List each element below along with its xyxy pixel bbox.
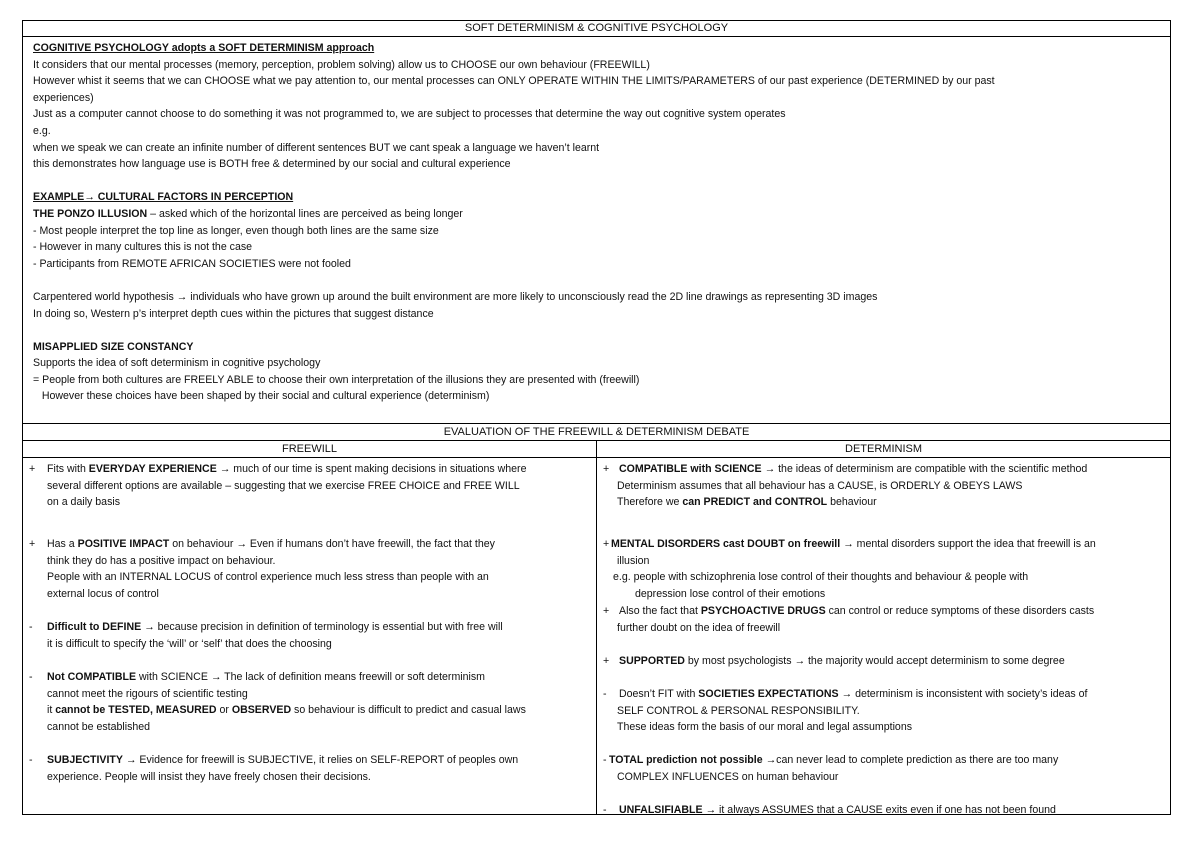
- item-line: [29, 461, 592, 478]
- bullet-marker: +: [29, 538, 36, 550]
- ponzo-point: - Participants from REMOTE AFRICAN SOCIETIES were not fooled: [33, 257, 351, 270]
- item-line: [29, 669, 592, 686]
- text-line: Just as a computer cannot choose to do something it was not programmed to, we are subject to processes that determine the way out cognitive system operates: [33, 108, 786, 121]
- freewill-list: [23, 458, 596, 814]
- text-line: In doing so, Western p’s interpret depth cues within the pictures that suggest distance: [33, 307, 434, 320]
- bold-term: UNFALSIFIABLE: [619, 804, 703, 816]
- text-line: Carpentered world hypothesis → individuals who have grown up around the built environment are more likely to unconsciously read the 2D line drawings as representing 3D images: [33, 290, 878, 303]
- bold-term: PSYCHOACTIVE DRUGS: [700, 605, 826, 617]
- ponzo-point: - However in many cultures this is not the case: [33, 241, 253, 254]
- bullet-marker: -: [29, 754, 33, 766]
- determinism-point: [603, 461, 1166, 511]
- item-line: it is difficult to specify the ‘will’ or ‘self’ that does the choosing: [47, 637, 332, 650]
- item-line: COMPLEX INFLUENCES on human behaviour: [617, 770, 839, 783]
- item-line: e.g. people with schizophrenia lose control of their thoughts and behaviour & people with: [613, 571, 1029, 584]
- freewill-column: [23, 441, 597, 814]
- freewill-point: [29, 619, 592, 652]
- determinism-point: [603, 686, 1166, 736]
- bold-term: POSITIVE IMPACT: [77, 538, 170, 550]
- item-line: SELF CONTROL & PERSONAL RESPONSIBILITY.: [617, 704, 860, 717]
- bullet-marker: -: [29, 671, 33, 683]
- text-run: → much of our time is spent making decisions in situations where: [216, 463, 527, 475]
- text-run: can control or reduce symptoms of these disorders casts: [825, 605, 1095, 617]
- text-line: e.g.: [33, 124, 51, 137]
- section-heading: COGNITIVE PSYCHOLOGY adopts a SOFT DETERMINISM approach: [33, 42, 375, 54]
- determinism-point: [603, 752, 1166, 785]
- soft-determinism-section: [23, 37, 1170, 424]
- text-run: Fits with: [47, 463, 89, 475]
- item-line: illusion: [617, 554, 650, 567]
- text-line: However whist it seems that we can CHOOSE what we pay attention to, our mental processes can ONLY OPERATE WITHIN THE LIMITS/PARAMETERS of our past experience (DETERMINED by our past: [33, 75, 995, 88]
- item-line: further doubt on the idea of freewill: [617, 621, 781, 634]
- item-line: People with an INTERNAL LOCUS of control experience much less stress than people with an: [47, 571, 489, 584]
- item-line: [603, 802, 1166, 819]
- bullet-marker: -: [603, 754, 607, 766]
- bold-term: SUBJECTIVITY: [47, 754, 123, 766]
- determinism-list: [597, 458, 1170, 814]
- item-line: cannot meet the rigours of scientific testing: [47, 687, 248, 700]
- text-line: this demonstrates how language use is BOTH free & determined by our social and cultural experience: [33, 158, 511, 171]
- text-run: → it always ASSUMES that a CAUSE exits even if one has not been found: [702, 804, 1056, 816]
- bold-term: Difficult to DEFINE: [47, 621, 142, 633]
- bold-term: EVERYDAY EXPERIENCE: [88, 463, 217, 475]
- evaluation-table: [23, 441, 1170, 814]
- item-line: [603, 653, 1166, 670]
- determinism-point: [603, 536, 1166, 602]
- item-line: on a daily basis: [47, 496, 121, 509]
- item-line: experience. People will insist they have freely chosen their decisions.: [47, 770, 371, 783]
- bullet-marker: -: [29, 621, 33, 633]
- item-line: [603, 686, 1166, 703]
- evaluation-title: EVALUATION OF THE FREEWILL & DETERMINISM DEBATE: [23, 424, 1170, 441]
- bold-term: TOTAL prediction not possible: [609, 754, 763, 766]
- text-run: → Evidence for freewill is SUBJECTIVE, it relies on SELF-REPORT of peoples own: [122, 754, 519, 766]
- bold-term: COMPATIBLE with SCIENCE: [619, 463, 762, 475]
- item-line: [603, 536, 1166, 553]
- text-run: by most psychologists → the majority would accept determinism to some degree: [684, 655, 1065, 667]
- bullet-marker: +: [603, 605, 610, 617]
- text-run: on behaviour → Even if humans don’t have freewill, the fact that they: [169, 538, 495, 550]
- ponzo-title: THE PONZO ILLUSION: [33, 207, 148, 220]
- bold-term: can PREDICT and CONTROL: [682, 496, 828, 509]
- item-line: think they do has a positive impact on behaviour.: [47, 554, 276, 567]
- item-line: [29, 702, 592, 719]
- bold-term: MENTAL DISORDERS cast DOUBT on freewill: [611, 538, 841, 550]
- text-line: experiences): [33, 91, 94, 104]
- text-run: or: [216, 704, 232, 717]
- example-heading: EXAMPLE→ CULTURAL FACTORS IN PERCEPTION: [33, 191, 294, 204]
- ponzo-point: - Most people interpret the top line as longer, even though both lines are the same size: [33, 224, 439, 237]
- item-line: [29, 752, 592, 769]
- item-line: [603, 461, 1166, 478]
- text-run: Doesn’t FIT with: [619, 688, 699, 700]
- text-run: Has a: [47, 538, 78, 550]
- text-line: It considers that our mental processes (memory, perception, problem solving) allow us to CHOOSE our own behaviour (FREEWILL): [33, 58, 650, 71]
- determinism-point: [603, 802, 1166, 819]
- document-sheet: [22, 20, 1171, 815]
- text-run: → mental disorders support the idea that freewill is an: [840, 538, 1096, 550]
- text-line: However these choices have been shaped by their social and cultural experience (determinism): [33, 390, 490, 403]
- item-line: [29, 536, 592, 553]
- text-run: so behaviour is difficult to predict and casual laws: [291, 704, 526, 717]
- ponzo-description: – asked which of the horizontal lines are perceived as being longer: [147, 207, 463, 220]
- page-title: SOFT DETERMINISM & COGNITIVE PSYCHOLOGY: [23, 21, 1170, 37]
- freewill-point: [29, 536, 592, 602]
- freewill-point: [29, 461, 592, 511]
- bullet-marker: +: [603, 538, 610, 550]
- bold-term: OBSERVED: [231, 704, 292, 717]
- item-line: [603, 603, 1166, 620]
- bold-term: SOCIETIES EXPECTATIONS: [698, 688, 839, 700]
- text-line: = People from both cultures are FREELY ABLE to choose their own interpretation of the illusions they are presented with (freewill): [33, 373, 640, 386]
- text-run: with SCIENCE → The lack of definition means freewill or soft determinism: [136, 671, 485, 683]
- text-run: Therefore we: [617, 496, 683, 509]
- text-run: → because precision in definition of terminology is essential but with free will: [141, 621, 503, 633]
- text-line: when we speak we can create an infinite number of different sentences BUT we cant speak a language we haven’t learnt: [33, 141, 600, 154]
- text-run: Also the fact that: [619, 605, 701, 617]
- item-line: Determinism assumes that all behaviour has a CAUSE, is ORDERLY & OBEYS LAWS: [617, 479, 1023, 492]
- text-line: Supports the idea of soft determinism in cognitive psychology: [33, 357, 321, 370]
- item-line: several different options are available – suggesting that we exercise FREE CHOICE and FREE WILL: [47, 479, 520, 492]
- item-line: external locus of control: [47, 587, 159, 600]
- determinism-header: DETERMINISM: [597, 441, 1170, 458]
- determinism-point: [603, 603, 1166, 636]
- bullet-marker: +: [603, 655, 610, 667]
- item-line: [603, 494, 1166, 511]
- text-run: it: [47, 704, 56, 717]
- determinism-column: [597, 441, 1170, 814]
- text-run: → determinism is inconsistent with society’s ideas of: [838, 688, 1088, 700]
- item-line: [603, 752, 1166, 769]
- text-run: →can never lead to complete prediction as there are too many: [762, 754, 1059, 766]
- bullet-marker: +: [29, 463, 36, 475]
- misapplied-heading: MISAPPLIED SIZE CONSTANCY: [33, 340, 194, 353]
- item-line: cannot be established: [47, 720, 151, 733]
- freewill-point: [29, 669, 592, 735]
- text-run: → the ideas of determinism are compatible with the scientific method: [761, 463, 1088, 475]
- bullet-marker: -: [603, 688, 607, 700]
- bold-term: cannot be TESTED, MEASURED: [55, 704, 217, 717]
- bold-term: SUPPORTED: [619, 655, 685, 667]
- item-line: These ideas form the basis of our moral and legal assumptions: [617, 721, 913, 734]
- bold-term: Not COMPATIBLE: [47, 671, 137, 683]
- determinism-point: [603, 653, 1166, 670]
- freewill-point: [29, 752, 592, 785]
- bullet-marker: +: [603, 463, 610, 475]
- ponzo-line: [33, 206, 1160, 223]
- item-line: [29, 619, 592, 636]
- bullet-marker: -: [603, 804, 607, 816]
- freewill-header: FREEWILL: [23, 441, 596, 458]
- text-run: behaviour: [827, 496, 877, 509]
- item-line: depression lose control of their emotions: [635, 587, 826, 600]
